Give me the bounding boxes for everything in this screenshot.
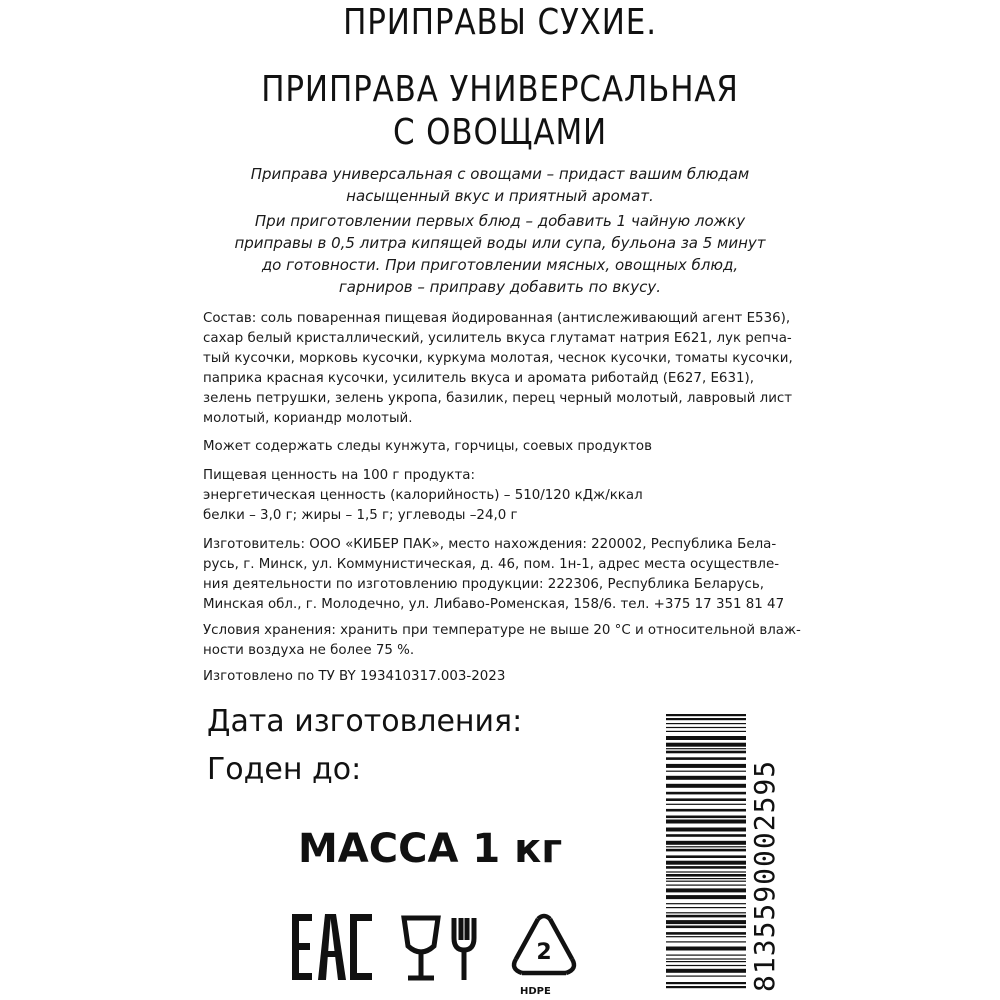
barcode-bar bbox=[666, 834, 746, 837]
barcode-bar bbox=[666, 764, 746, 768]
barcode-bar bbox=[666, 969, 746, 973]
manufacture-date-label: Дата изготовления: bbox=[207, 704, 523, 739]
barcode-bar bbox=[666, 820, 746, 824]
barcode-bar bbox=[666, 958, 746, 959]
recycling-number: 2 bbox=[536, 940, 552, 965]
recycling-label: HDPE bbox=[520, 986, 551, 997]
barcode-bar bbox=[666, 743, 746, 747]
barcode-bar bbox=[666, 849, 746, 852]
barcode-bar bbox=[666, 874, 746, 877]
manufacturer-block bbox=[203, 535, 803, 615]
barcode-guard-bar bbox=[666, 718, 746, 720]
storage-line: ности воздуха не более 75 %. bbox=[203, 643, 415, 658]
barcode-bar bbox=[666, 727, 746, 728]
usage-line: до готовности. При приготовлении мясных, овощных блюд, bbox=[261, 256, 739, 274]
standard-text: Изготовлено по ТУ BY 193410317.003-2023 bbox=[203, 669, 506, 684]
composition-line: Состав: соль поваренная пищевая йодированная (антислеживающий агент Е536), bbox=[203, 311, 791, 326]
manufacturer-line: русь, г. Минск, ул. Коммунистическая, д. 46, пом. 1н-1, адрес места осуществле- bbox=[203, 557, 780, 572]
barcode-bar bbox=[666, 751, 746, 754]
barcode-bar bbox=[666, 936, 746, 937]
usage-line: приправы в 0,5 литра кипящей воды или супа, бульона за 5 минут bbox=[234, 234, 766, 252]
intro-line: насыщенный вкус и приятный аромат. bbox=[346, 187, 654, 205]
allergens-text: Может содержать следы кунжута, горчицы, соевых продуктов bbox=[203, 439, 652, 454]
barcode-guard-bar bbox=[666, 986, 746, 988]
manufacturer-line: Изготовитель: ООО «КИБЕР ПАК», место нахождения: 220002, Республика Бела- bbox=[203, 537, 777, 552]
barcode-bar bbox=[666, 841, 746, 845]
barcode-guard-bar bbox=[666, 982, 746, 984]
category-title: ПРИПРАВЫ СУХИЕ. bbox=[343, 2, 657, 43]
barcode-bar bbox=[666, 792, 746, 795]
barcode-bar bbox=[666, 748, 746, 749]
barcode-bar bbox=[666, 855, 746, 858]
barcode-bar bbox=[666, 757, 746, 760]
barcode-bar bbox=[666, 895, 746, 899]
barcode-bar bbox=[666, 941, 746, 942]
composition-line: тый кусочки, морковь кусочки, куркума молотая, чеснок кусочки, томаты кусочки, bbox=[203, 351, 793, 366]
barcode-bar bbox=[666, 915, 746, 918]
barcode-bar bbox=[666, 881, 746, 882]
composition-line: сахар белый кристаллический, усилитель вкуса глутамат натрия Е621, лук репча- bbox=[203, 331, 792, 346]
nutrition-line: Пищевая ценность на 100 г продукта: bbox=[203, 468, 475, 483]
barcode-bar bbox=[666, 885, 746, 886]
manufacturer-line: ния деятельности по изготовлению продукции: 222306, Республика Беларусь, bbox=[203, 577, 764, 592]
barcode-bar bbox=[666, 723, 746, 724]
storage-block bbox=[203, 621, 803, 661]
recycling-icon bbox=[508, 913, 580, 988]
barcode-bar bbox=[666, 871, 746, 872]
nutrition-line: белки – 3,0 г; жиры – 1,5 г; углеводы –24,0 г bbox=[203, 508, 518, 523]
barcode-bar bbox=[666, 784, 746, 788]
barcode-bar bbox=[666, 731, 746, 732]
barcode-digits: 8135590002595 bbox=[748, 759, 781, 992]
storage-line: Условия хранения: хранить при температуре не выше 20 °С и относительной влаж- bbox=[203, 623, 801, 638]
barcode-bar bbox=[666, 926, 746, 929]
barcode-bar bbox=[666, 828, 746, 832]
nutrition-block bbox=[203, 466, 803, 526]
composition-line: молотый, кориандр молотый. bbox=[203, 411, 413, 426]
eac-mark bbox=[290, 912, 376, 987]
barcode-bar bbox=[666, 866, 746, 869]
barcode-bar bbox=[666, 920, 746, 924]
composition-block bbox=[203, 309, 803, 429]
barcode-bar bbox=[666, 771, 746, 772]
usage-line: При приготовлении первых блюд – добавить 1 чайную ложку bbox=[254, 212, 746, 230]
barcode-bar bbox=[666, 932, 746, 935]
usage-text bbox=[205, 210, 795, 298]
barcode-bar bbox=[666, 798, 746, 801]
mass-text: МАССА 1 кг bbox=[298, 826, 563, 872]
barcode-bar bbox=[666, 955, 746, 956]
nutrition-line: энергетическая ценность (калорийность) – 510/120 кДж/ккал bbox=[203, 488, 643, 503]
composition-line: зелень петрушки, зелень укропа, базилик, перец черный молотый, лавровый лист bbox=[203, 391, 793, 406]
barcode-bar bbox=[666, 809, 746, 812]
barcode-bar bbox=[666, 907, 746, 908]
barcode-bar bbox=[666, 947, 746, 951]
intro-line: Приправа универсальная с овощами – придаст вашим блюдам bbox=[250, 165, 750, 183]
barcode-bar bbox=[666, 912, 746, 913]
barcode-bar bbox=[666, 961, 746, 962]
composition-line: паприка красная кусочки, усилитель вкуса и аромата риботайд (Е627, Е631), bbox=[203, 371, 754, 386]
expiry-date-label: Годен до: bbox=[207, 752, 362, 787]
barcode-guard-bar bbox=[666, 714, 746, 716]
product-title-line2: С ОВОЩАМИ bbox=[392, 112, 608, 153]
product-title-line1: ПРИПРАВА УНИВЕРСАЛЬНАЯ bbox=[261, 69, 739, 110]
barcode-bar bbox=[666, 736, 746, 740]
barcode-bar bbox=[666, 776, 746, 780]
usage-line: гарниров – приправу добавить по вкусу. bbox=[338, 278, 662, 296]
intro-text bbox=[205, 163, 795, 207]
manufacturer-line: Минская обл., г. Молодечно, ул. Либаво-Роменская, 158/6. тел. +375 17 351 81 47 bbox=[203, 597, 785, 612]
barcode-bar bbox=[666, 804, 746, 805]
barcode-bar bbox=[666, 878, 746, 879]
food-contact-icon bbox=[398, 914, 486, 989]
barcode-bar bbox=[666, 976, 746, 977]
barcode-bar bbox=[666, 888, 746, 892]
barcode-bar bbox=[666, 861, 746, 865]
product-title bbox=[70, 68, 930, 154]
barcode-bar bbox=[666, 965, 746, 966]
barcode-bar bbox=[666, 903, 746, 904]
barcode-bar bbox=[666, 846, 746, 847]
barcode-bar bbox=[666, 816, 746, 819]
